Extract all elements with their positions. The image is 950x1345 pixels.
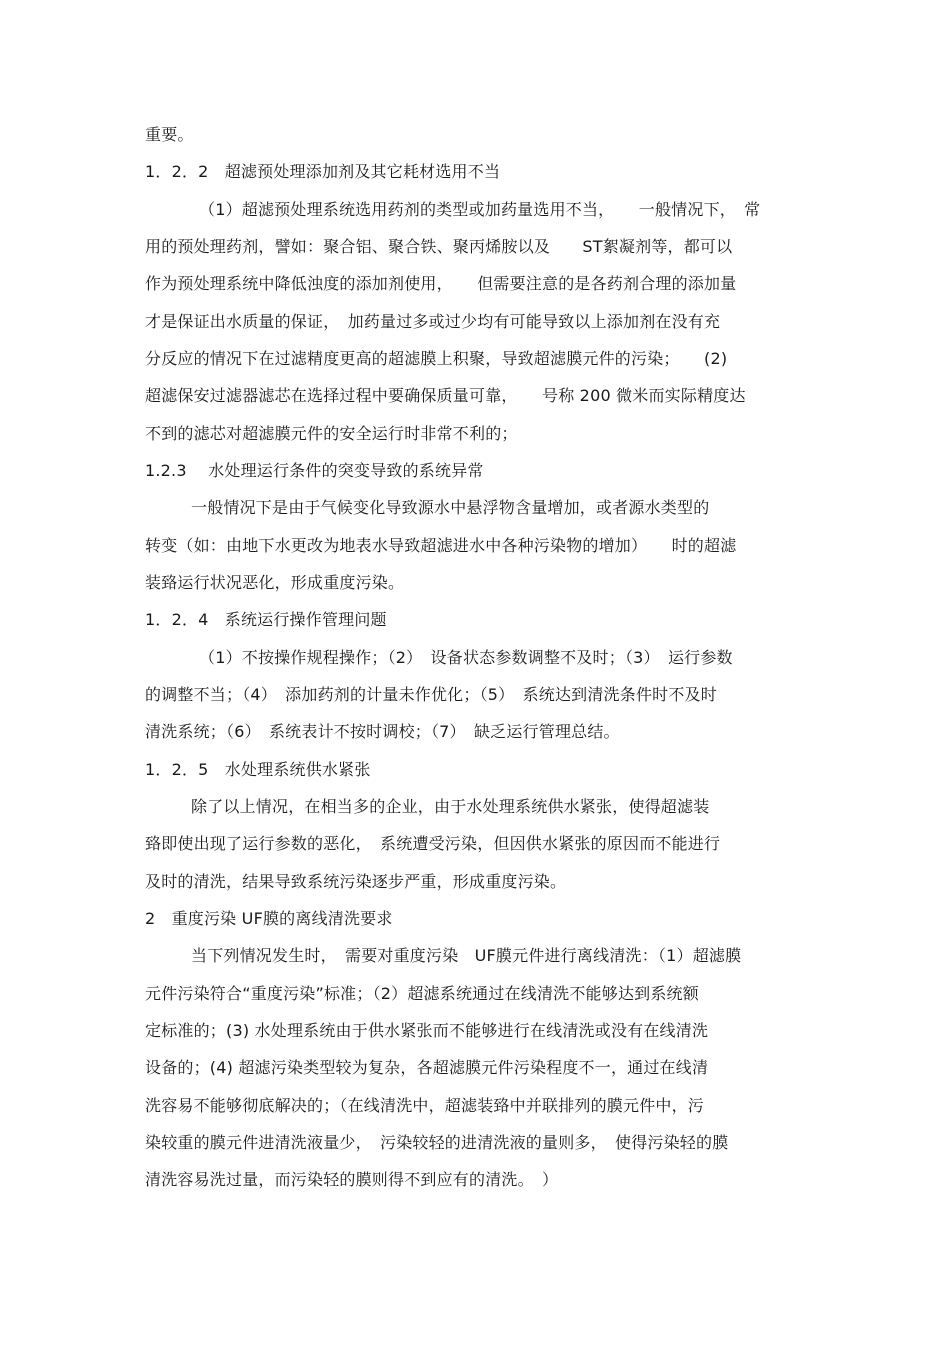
paragraph-line: 重要。 [145,125,194,144]
paragraph-line: （1）超滤预处理系统选用药剂的类型或加药量选用不当， 一般情况下， 常 [199,200,761,219]
section-heading: 1．2．4 系统运行操作管理问题 [145,610,387,629]
paragraph-line: 才是保证出水质量的保证， 加药量过多或过少均有可能导致以上添加剂在没有充 [145,312,721,331]
paragraph-line: 设备的；(4) 超滤污染类型较为复杂，各超滤膜元件污染程度不一，通过在线清 [145,1058,709,1077]
paragraph-line: 装臵运行状况恶化，形成重度污染。 [145,573,405,592]
paragraph-line: 不到的滤芯对超滤膜元件的安全运行时非常不利的； [145,424,518,443]
section-heading: 1．2．2 超滤预处理添加剂及其它耗材选用不当 [145,162,501,181]
paragraph-line: 定标准的；(3) 水处理系统由于供水紧张而不能够进行在线清洗或没有在线清洗 [145,1021,709,1040]
paragraph-line: 作为预处理系统中降低浊度的添加剂使用， 但需要注意的是各药剂合理的添加量 [145,274,737,293]
paragraph-line: 及时的清洗，结果导致系统污染逐步严重，形成重度污染。 [145,872,567,891]
section-heading: 1．2．5 水处理系统供水紧张 [145,760,371,779]
paragraph-line: 元件污染符合“重度污染”标准；（2）超滤系统通过在线清洗不能够达到系统额 [145,984,699,1003]
paragraph-line: 当下列情况发生时， 需要对重度污染 UF膜元件进行离线清洗：（1）超滤膜 [191,946,742,965]
paragraph-line: 洗容易不能够彻底解决的；（在线清洗中，超滤装臵中并联排列的膜元件中，污 [145,1096,705,1115]
paragraph-line: 清洗容易洗过量，而污染轻的膜则得不到应有的清洗。 ） [145,1170,559,1189]
paragraph-line: 超滤保安过滤器滤芯在选择过程中要确保质量可靠， 号称 200 微米而实际精度达 [145,386,746,405]
paragraph-line: 染较重的膜元件进清洗液量少， 污染较轻的进清洗液的量则多， 使得污染轻的膜 [145,1133,729,1152]
paragraph-line: 一般情况下是由于气候变化导致源水中悬浮物含量增加，或者源水类型的 [191,498,710,517]
paragraph-line: 分反应的情况下在过滤精度更高的超滤膜上积聚，导致超滤膜元件的污染； (2) [145,349,728,368]
paragraph-line: （1）不按操作规程操作；（2） 设备状态参数调整不及时；（3） 运行参数 [199,648,733,667]
paragraph-line: 转变（如：由地下水更改为地表水导致超滤进水中各种污染物的增加） 时的超滤 [145,536,737,555]
section-heading: 1.2.3 水处理运行条件的突变导致的系统异常 [145,461,484,480]
paragraph-line: 除了以上情况，在相当多的企业，由于水处理系统供水紧张，使得超滤装 [191,797,710,816]
paragraph-line: 用的预处理药剂，譬如：聚合铝、聚合铁、聚丙烯胺以及 ST絮凝剂等，都可以 [145,237,733,256]
paragraph-line: 清洗系统；（6） 系统表计不按时调校；（7） 缺乏运行管理总结。 [145,722,620,741]
section-heading: 2 重度污染 UF膜的离线清洗要求 [145,909,393,928]
paragraph-line: 的调整不当；（4） 添加药剂的计量未作优化；（5） 系统达到清洗条件时不及时 [145,685,717,704]
paragraph-line: 臵即使出现了运行参数的恶化， 系统遭受污染，但因供水紧张的原因而不能进行 [145,834,721,853]
